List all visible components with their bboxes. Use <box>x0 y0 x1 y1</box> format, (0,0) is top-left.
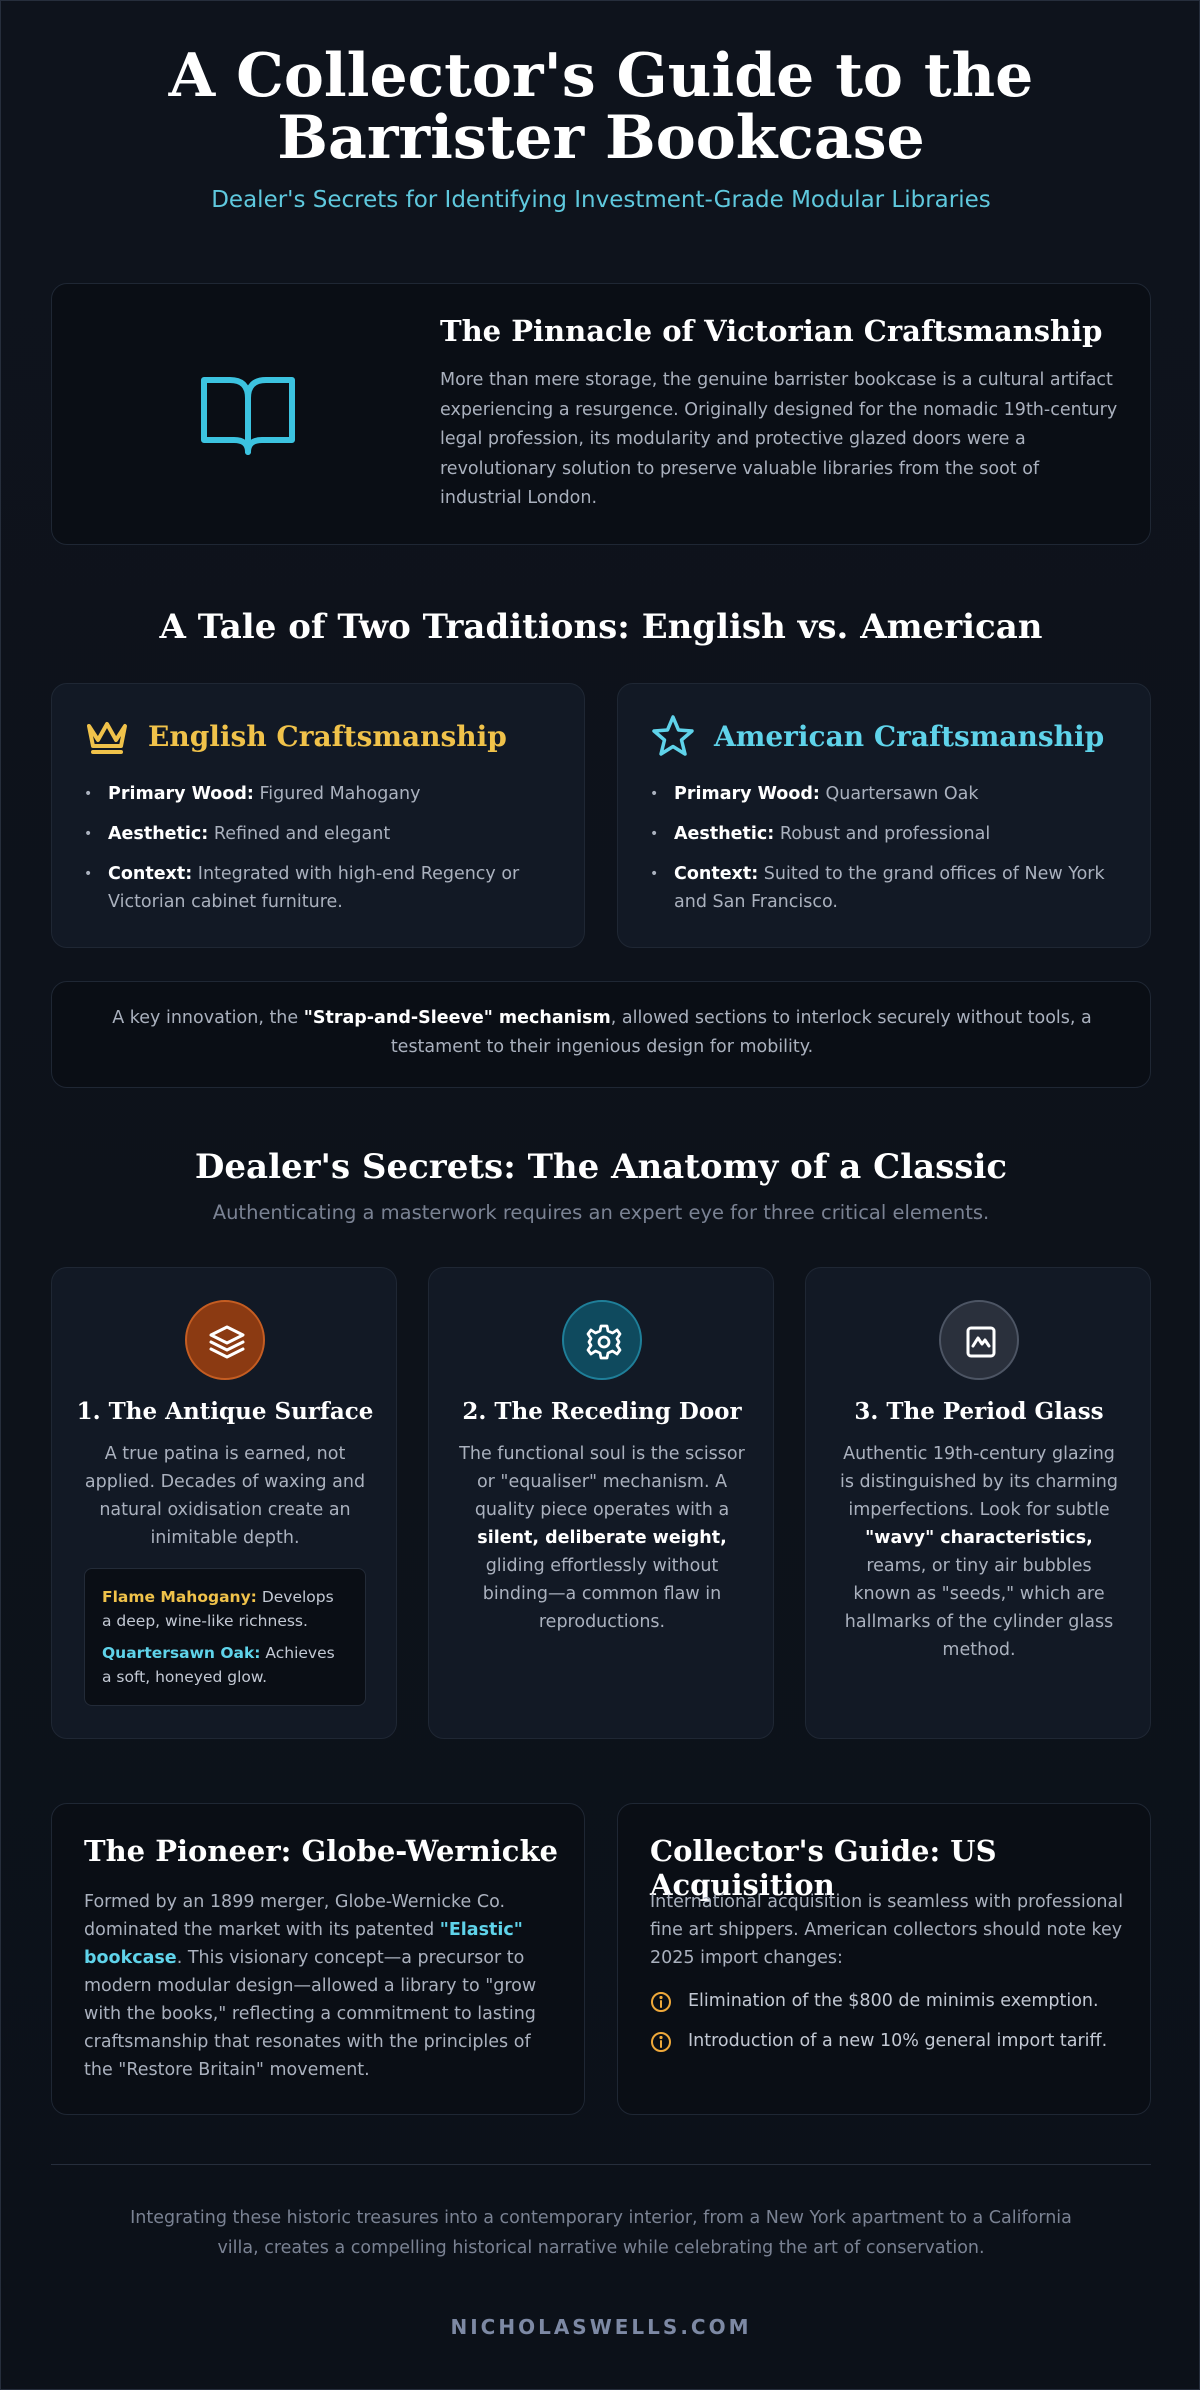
glass-card <box>805 1267 1151 1739</box>
open-book-icon <box>200 372 296 458</box>
acquisition-card <box>617 1803 1151 2115</box>
acquisition-text: International acquisition is seamless with professional fine art shippers. American collectors should note key 2025 import changes: <box>650 1892 1124 1968</box>
list-item: • Aesthetic: Refined and elegant <box>84 820 560 848</box>
traditions-title: A Tale of Two Traditions: English vs. American <box>159 607 1043 647</box>
intro-text: More than mere storage, the genuine barrister bookcase is a cultural artifact experiencing a resurgence. Originally designed for the nomadic 19th-century legal profession, its modularity and protective glazed doors were a revolutionary solution to preserve valuable libraries from the soot of industrial London. <box>440 370 1118 508</box>
english-list <box>84 780 560 928</box>
info-icon <box>650 2031 672 2053</box>
intro-card <box>51 283 1151 545</box>
star-icon <box>650 714 696 758</box>
pioneer-card <box>51 1803 585 2115</box>
footer-divider <box>51 2164 1151 2165</box>
wood-notes <box>84 1568 366 1706</box>
wood-note: Quartersawn Oak: Achieves a soft, honeyed glow. <box>102 1644 335 1686</box>
american-list <box>650 780 1126 928</box>
list-item: • Context: Integrated with high-end Regency or Victorian cabinet furniture. <box>84 860 560 916</box>
strap-sleeve-callout <box>51 981 1151 1088</box>
glass-title: 3. The Period Glass <box>854 1398 1104 1425</box>
closing-text: Integrating these historic treasures into a contemporary interior, from a New York apartment to a California villa, creates a compelling historical narrative while celebrating the art of conservation. <box>130 2208 1072 2258</box>
list-item: • Context: Suited to the grand offices of New York and San Francisco. <box>650 860 1126 916</box>
door-title: 2. The Receding Door <box>462 1398 742 1425</box>
list-item: • Primary Wood: Figured Mahogany <box>84 780 560 808</box>
english-card <box>51 683 585 948</box>
glass-badge <box>939 1300 1019 1380</box>
layers-badge <box>185 1300 265 1380</box>
gear-icon <box>584 1322 624 1362</box>
list-item: • Primary Wood: Quartersawn Oak <box>650 780 1126 808</box>
pioneer-text: Formed by an 1899 merger, Globe-Wernicke Co. dominated the market with its patented "Elastic" bookcase. This visionary concept—a precursor to modern modular design—allowed a library to "grow with the books," reflecting a commitment to lasting craftsmanship that resonates with the principles of the "Restore Britain" movement. <box>84 1892 537 2080</box>
american-card <box>617 683 1151 948</box>
anatomy-subtitle: Authenticating a masterwork requires an expert eye for three critical elements. <box>212 1201 990 1224</box>
intro-title: The Pinnacle of Victorian Craftsmanship <box>440 314 1103 348</box>
american-title: American Craftsmanship <box>714 720 1105 753</box>
pioneer-title: The Pioneer: Globe-Wernicke <box>84 1834 558 1868</box>
strap-sleeve-text: A key innovation, the "Strap-and-Sleeve" mechanism, allowed sections to interlock securely without tools, a testament to their ingenious design for mobility. <box>112 1008 1092 1057</box>
door-card <box>428 1267 774 1739</box>
info-icon <box>650 1991 672 2013</box>
list-item: • Aesthetic: Robust and professional <box>650 820 1126 848</box>
acquisition-title: Collector's Guide: US Acquisition <box>650 1834 997 1902</box>
english-title: English Craftsmanship <box>148 720 507 753</box>
door-text: The functional soul is the scissor or "equaliser" mechanism. A quality piece operates with a silent, deliberate weight, gliding effortlessly without binding—a common flaw in reproductions. <box>459 1444 745 1632</box>
site-link[interactable]: NICHOLASWELLS.COM <box>450 2315 752 2339</box>
wood-note: Flame Mahogany: Develops a deep, wine-like richness. <box>102 1588 334 1630</box>
gear-badge <box>562 1300 642 1380</box>
page-subtitle: Dealer's Secrets for Identifying Investment-Grade Modular Libraries <box>211 187 991 213</box>
layers-icon <box>207 1322 247 1362</box>
glass-pane-icon <box>961 1322 1001 1362</box>
import-note: Elimination of the $800 de minimis exemption. <box>650 1988 1128 2014</box>
surface-card <box>51 1267 397 1739</box>
glass-text: Authentic 19th-century glazing is distinguished by its charming imperfections. Look for subtle "wavy" characteristics, reams, or tiny air bubbles known as "seeds," which are hallmarks of the cylinder glass method. <box>839 1444 1119 1660</box>
crown-icon <box>84 714 130 758</box>
surface-title: 1. The Antique Surface <box>76 1398 374 1425</box>
page-title: A Collector's Guide to the Barrister Bookcase <box>168 41 1034 173</box>
anatomy-title: Dealer's Secrets: The Anatomy of a Classic <box>194 1147 1008 1187</box>
import-note: Introduction of a new 10% general import tariff. <box>650 2028 1128 2054</box>
surface-text: A true patina is earned, not applied. Decades of waxing and natural oxidisation create an inimitable depth. <box>84 1444 366 1548</box>
